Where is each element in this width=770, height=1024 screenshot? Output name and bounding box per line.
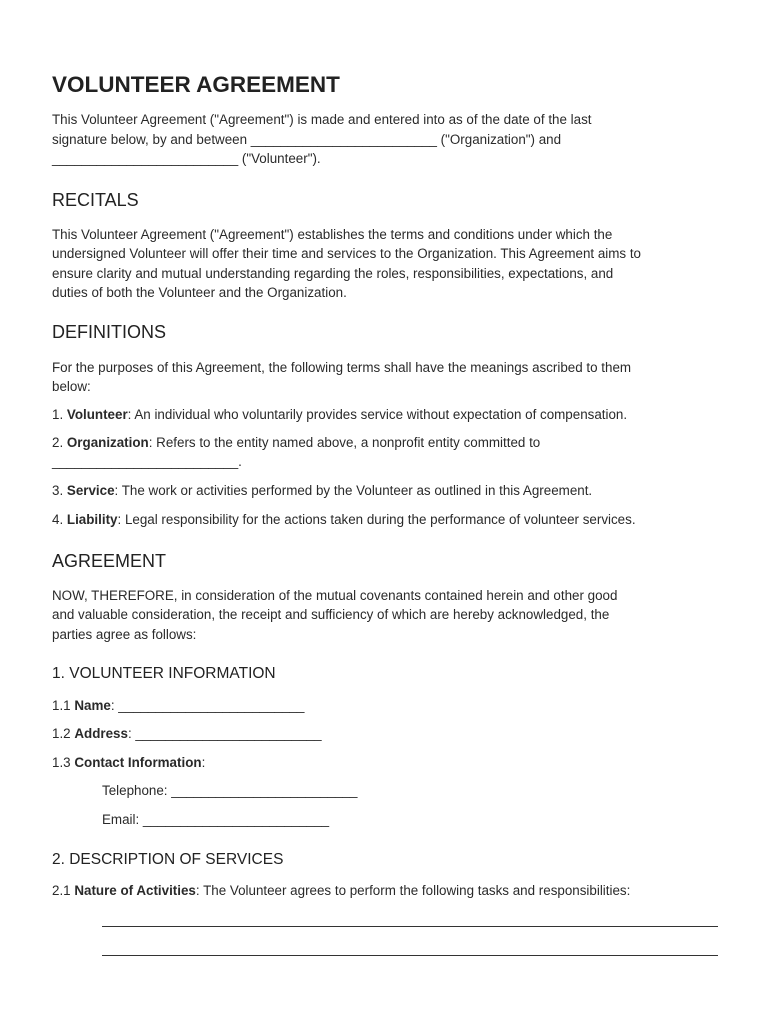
field-suffix: : [201,755,206,770]
document-title: VOLUNTEER AGREEMENT [52,72,340,97]
clause-number: 1.2 [52,726,75,741]
definition-number: 2. [52,435,67,450]
definition-term: Organization [66,435,149,450]
definition-term: Liability [66,512,118,527]
definition-text: : The work or activities performed by the Volunteer as outlined in this Agreement. [114,483,593,498]
volunteer-name-field [52,696,304,715]
agreement-line-3: parties agree as follows: [52,626,197,642]
field-label: Name [74,698,111,713]
definition-number: 1. [52,407,67,422]
recitals-line-4: duties of both the Volunteer and the Organization. [52,284,347,300]
clause-text: : The Volunteer agrees to perform the following tasks and responsibilities: [195,883,631,898]
definition-organization [52,433,540,452]
intro-line-2: signature below, by and between _________________________ ("Organization") and [52,131,562,147]
field-label: Nature of Activities [74,883,196,898]
email-field: Email: _________________________ [102,812,330,827]
clause-number: 2.1 [52,883,75,898]
definition-liability [52,510,636,529]
recitals-line-3: ensure clarity and mutual understanding regarding the roles, responsibilities, expectations, and [52,265,614,281]
description-of-services-heading: 2. DESCRIPTION OF SERVICES [52,851,284,868]
clause-number: 1.1 [52,698,75,713]
definition-text: : An individual who voluntarily provides service without expectation of compensation. [127,407,628,422]
agreement-line-2: and valuable consideration, the receipt and sufficiency of which are hereby acknowledged, the [52,607,610,623]
services-blank-line-2 [102,955,718,956]
agreement-line-1: NOW, THEREFORE, in consideration of the mutual covenants contained herein and other good [52,588,618,603]
field-label: Address [74,726,128,741]
definitions-intro-line-1: For the purposes of this Agreement, the following terms shall have the meanings ascribed to them [52,360,632,375]
definitions-intro-line-2: below: [52,379,91,395]
agreement-heading: AGREEMENT [52,551,167,571]
field-blank: : _________________________ [127,726,322,741]
volunteer-address-field [52,724,322,743]
recitals-line-1: This Volunteer Agreement ("Agreement") establishes the terms and conditions under which the [52,227,613,242]
definition-term: Volunteer [66,407,128,422]
recitals-heading: RECITALS [52,190,139,210]
definition-text: : Refers to the entity named above, a nonprofit entity committed to [148,435,541,450]
definition-number: 3. [52,483,67,498]
field-blank: : _________________________ [110,698,305,713]
volunteer-contact-information [52,753,205,772]
definition-service [52,481,592,500]
definition-number: 4. [52,512,67,527]
recitals-line-2: undersigned Volunteer will offer their time and services to the Organization. This Agreement aims to [52,246,642,262]
definition-term: Service [66,483,115,498]
intro-line-1: This Volunteer Agreement ("Agreement") is made and entered into as of the date of the last [52,112,592,127]
intro-line-3: _________________________ ("Volunteer"). [52,151,321,166]
telephone-field: Telephone: _________________________ [102,783,358,798]
definition-organization-continued: _________________________. [52,454,242,470]
definition-text: : Legal responsibility for the actions taken during the performance of volunteer services. [117,512,636,527]
field-label: Contact Information [74,755,202,770]
definitions-heading: DEFINITIONS [52,322,167,342]
clause-number: 1.3 [52,755,75,770]
volunteer-information-heading: 1. VOLUNTEER INFORMATION [52,665,276,682]
definition-volunteer [52,405,627,424]
services-blank-line-1 [102,926,718,927]
nature-of-activities-clause [52,881,630,900]
